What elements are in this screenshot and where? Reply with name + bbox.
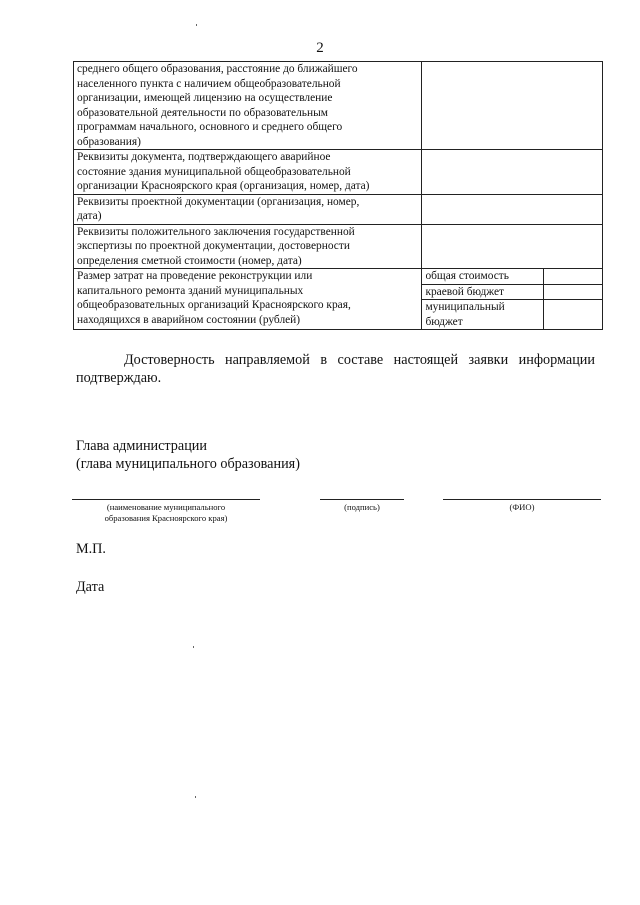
requisites-table xyxy=(73,61,603,330)
row-line: дата) xyxy=(77,210,102,222)
row-line: капитального ремонта зданий муниципальных xyxy=(77,284,304,297)
row-line: Реквизиты документа, подтверждающего аварийное xyxy=(77,151,331,163)
signatory-title: Глава администрации xyxy=(76,438,207,454)
scan-speck xyxy=(195,796,196,798)
row-value-cell xyxy=(422,224,603,269)
row-line: организации Красноярского края (организация, номер, дата) xyxy=(77,180,370,192)
row-line: общеобразовательных организаций Красноярского края, xyxy=(77,299,351,311)
row-line: состояние здания муниципальной общеобразовательной xyxy=(77,165,351,178)
fio-line xyxy=(443,499,601,500)
scan-speck xyxy=(196,24,197,26)
table-row xyxy=(74,62,603,150)
table-row xyxy=(74,194,603,224)
row-line: образования) xyxy=(77,135,141,148)
row-line: населенного пункта с наличием общеобразовательной xyxy=(77,77,341,90)
row-line: Размер затрат на проведение реконструкции или xyxy=(77,270,313,282)
cost-total-value xyxy=(543,269,602,285)
row-line: программам начального, основного и среднего общего xyxy=(77,121,343,133)
municipality-name-line xyxy=(72,499,260,500)
row-label-expertise xyxy=(74,224,422,269)
row-line: организации, имеющей лицензию на осуществление xyxy=(77,92,333,104)
row-label-emergency-document xyxy=(74,150,422,195)
confirmation-paragraph: Достоверность направляемой в составе настоящей заявки информации подтверждаю. xyxy=(76,352,595,386)
row-label-cost xyxy=(74,269,422,330)
date-label: Дата xyxy=(76,579,105,595)
signature-caption: (подпись) xyxy=(344,502,380,512)
table-row xyxy=(74,269,603,285)
row-line: Реквизиты проектной документации (организация, номер, xyxy=(77,195,360,208)
row-line: определения сметной стоимости (номер, дата) xyxy=(77,254,302,267)
municipality-name-caption xyxy=(72,502,260,524)
row-line: находящихся в аварийном состоянии (рублей) xyxy=(77,313,301,326)
row-line: Реквизиты положительного заключения государственной xyxy=(77,225,355,238)
row-line: экспертизы по проектной документации, достоверности xyxy=(77,240,350,252)
stamp-placeholder: М.П. xyxy=(76,541,106,557)
cost-municipal-label: муниципальный бюджет xyxy=(422,300,543,330)
scan-speck xyxy=(193,646,194,648)
cost-total-label: общая стоимость xyxy=(422,269,543,285)
table-row xyxy=(74,150,603,195)
page-number: 2 xyxy=(316,40,324,56)
cost-municipal-value xyxy=(543,300,602,330)
row-label-project-docs xyxy=(74,194,422,224)
table-row xyxy=(74,224,603,269)
row-line: среднего общего образования, расстояние до ближайшего xyxy=(77,63,358,75)
cost-regional-label: краевой бюджет xyxy=(422,284,543,300)
row-label-education-distance xyxy=(74,62,422,150)
row-value-cell xyxy=(422,62,603,150)
row-line: образовательной деятельности по образовательным xyxy=(77,106,328,119)
signatory-subtitle: (глава муниципального образования) xyxy=(76,456,300,472)
signature-line xyxy=(320,499,404,500)
fio-caption: (ФИО) xyxy=(509,502,535,512)
row-value-cell xyxy=(422,194,603,224)
caption-line: образования Красноярского края) xyxy=(104,513,228,523)
cost-regional-value xyxy=(543,284,602,300)
row-value-cell xyxy=(422,150,603,195)
caption-line: (наименование муниципального xyxy=(106,502,226,512)
